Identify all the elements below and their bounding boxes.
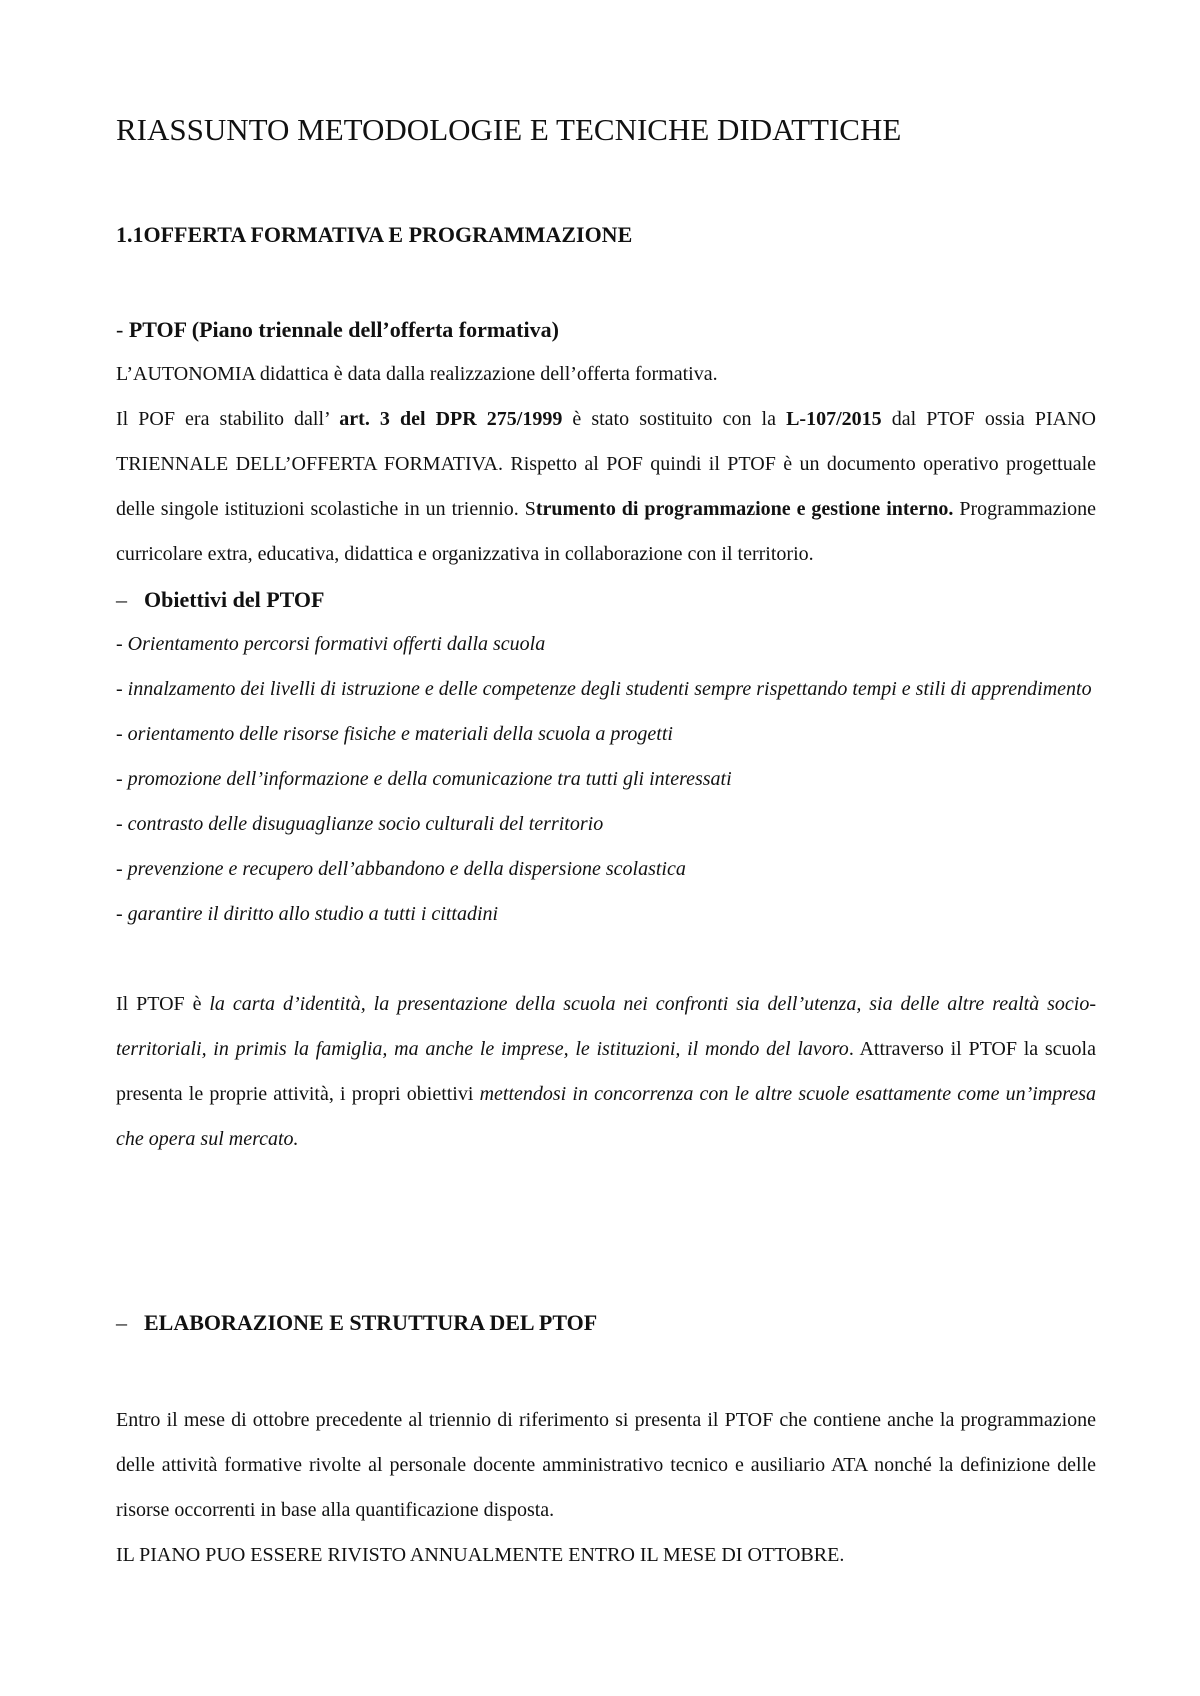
obiettivi-list (116, 622, 1096, 937)
section-heading: 1.1OFFERTA FORMATIVA E PROGRAMMAZIONE (116, 222, 633, 247)
obiettivo-item: - innalzamento dei livelli di istruzione e delle competenze degli studenti sempre rispettando tempi e stili di apprendimento (116, 678, 1092, 700)
elaborazione-paragraph: Entro il mese di ottobre precedente al triennio di riferimento si presenta il PTOF che contiene anche la programmazione delle attività formative rivolte al personale docente amministrativo tecnico e ausiliario ATA nonché la definizione delle risorse occorrenti in base alla quantificazione disposta. (116, 1409, 1096, 1521)
obiettivo-item: - Orientamento percorsi formativi offerti dalla scuola (116, 633, 546, 655)
ptof-section (116, 307, 1096, 1162)
obiettivo-item: - promozione dell’informazione e della comunicazione tra tutti gli interessati (116, 768, 732, 790)
elaborazione-heading: – ELABORAZIONE E STRUTTURA DEL PTOF (116, 1310, 598, 1335)
obiettivi-heading: – Obiettivi del PTOF (116, 587, 325, 612)
obiettivo-item: - garantire il diritto allo studio a tutti i cittadini (116, 903, 499, 925)
carta-identita-paragraph: Il PTOF è la carta d’identità, la presentazione della scuola nei confronti sia dell’utenza, sia delle altre realtà socio-territoriali, in primis la famiglia, ma anche le imprese, le istituzioni, il mondo del lavoro. Attraverso il PTOF la scuola presenta le proprie attività, i propri obiettivi mettendosi in concorrenza con le altre scuole esattamente come un’impresa che opera sul mercato. (116, 993, 1097, 1150)
ptof-autonomia-paragraph: L’AUTONOMIA didattica è data dalla realizzazione dell’offerta formativa. (116, 363, 718, 385)
elaborazione-body (116, 1398, 1096, 1578)
obiettivo-item: - contrasto delle disuguaglianze socio culturali del territorio (116, 813, 604, 835)
obiettivo-item: - orientamento delle risorse fisiche e materiali della scuola a progetti (116, 723, 673, 745)
ptof-heading: - PTOF (Piano triennale dell’offerta formativa) (116, 317, 559, 342)
ptof-description-paragraph: Il POF era stabilito dall’ art. 3 del DPR 275/1999 è stato sostituito con la L-107/2015 dal PTOF ossia PIANO TRIENNALE DELL’OFFERTA FORMATIVA. Rispetto al POF quindi il PTOF è un documento operativo progettuale delle singole istituzioni scolastiche in un triennio. Strumento di programmazione e gestione interno. Programmazione curricolare extra, educativa, didattica e organizzativa in collaborazione con il territorio. (116, 408, 1096, 565)
document-title: RIASSUNTO METODOLOGIE E TECNICHE DIDATTICHE (116, 112, 902, 147)
elaborazione-note: IL PIANO PUO ESSERE RIVISTO ANNUALMENTE ENTRO IL MESE DI OTTOBRE. (116, 1544, 845, 1566)
elaborazione-section (116, 1300, 1096, 1345)
obiettivo-item: - prevenzione e recupero dell’abbandono e della dispersione scolastica (116, 858, 686, 880)
